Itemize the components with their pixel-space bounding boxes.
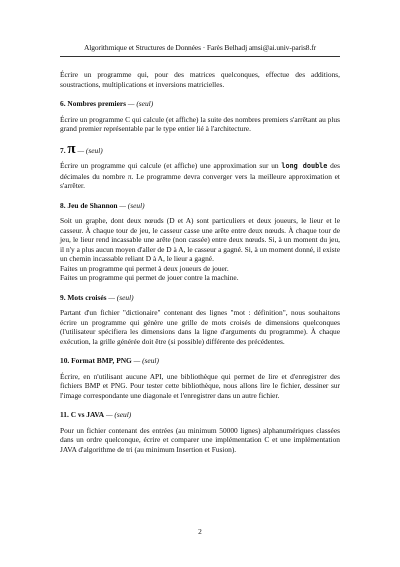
- section-note: — (seul): [119, 200, 145, 210]
- section-number: 7.: [60, 145, 66, 155]
- section-body: [60, 161, 340, 191]
- header-rule: [60, 56, 340, 57]
- body-text: des décimales du nombre π. Le programme devra converger vers la meilleure approximation et s'arrêter.: [60, 161, 341, 190]
- section-body-line: Faites un programme qui permet à deux joueurs de jouer.: [60, 263, 229, 273]
- section-note: — (seul): [133, 356, 159, 365]
- intro-paragraph: Écrire un programme qui, pour des matrices quelconques, effectue des additions, soustractions, multiplications et inversions matricielles.: [60, 70, 340, 89]
- section-body: Soit un graphe, dont deux nœuds (D et A) sont particuliers et deux joueurs, le lieur et le casseur. À chaque tour de jeu, le casseur casse une arête entre deux nœuds. À chaque tour de jeu, le lieur rend incassable une arête (non cassée) entre deux nœuds. Si, à un moment du jeu, il n'y a plus aucun moyen d'aller de D à A, le casseur a gagné. Si, à un moment donné, il existe un chemin incassable reliant D à A, le lieur a gagné.: [60, 216, 340, 263]
- section-body: Écrire, en n'utilisant aucune API, une bibliothèque qui permet de lire et d'enregistrer des fichiers BMP et PNG. Pour tester cette bibliothèque, nous allons lire le fichier, dessiner sur l'image correspondante une diagonale et l'enregistrer dans un autre fichier.: [60, 371, 340, 400]
- body-text: Écrire un programme qui calcule (et affiche) une approximation sur un: [60, 161, 282, 170]
- section-body: Partant d'un fichier "dictionaire" contenant des lignes "mot : définition", nous souhaitons écrire un programme qui génère une grille de mots croisés de dimensions quelconques (l'utilisateur spécifiera les dimensions dans la ligne d'arguments du programme). À chaque exécution, la grille générée doit être (si possible) différente des précédentes.: [60, 308, 340, 346]
- section-heading-6: [60, 99, 340, 109]
- section-title: Format BMP, PNG: [71, 356, 132, 365]
- running-header: Algorithmique et Structures de Données · Farès Belhadj amsi@ai.univ-paris8.fr: [83, 43, 317, 52]
- section-note: — (seul): [127, 99, 154, 108]
- section-note: — (seul): [105, 410, 132, 419]
- section-title: π: [67, 140, 76, 157]
- section-number: 9.: [60, 292, 66, 302]
- section-body: Écrire un programme C qui calcule (et affiche) la suite des nombres premiers s'arrêtant au plus grand premier représentable par le type entier lié à l'architecture.: [60, 114, 340, 133]
- page-content: [60, 70, 340, 454]
- section-heading-9: [60, 293, 340, 303]
- section-number: 8.: [60, 200, 66, 210]
- code-type: long double: [281, 162, 328, 170]
- section-title: Nombres premiers: [67, 99, 127, 108]
- section-number: 6.: [60, 99, 66, 108]
- section-title: Jeu de Shannon: [67, 200, 118, 210]
- section-body: Pour un fichier contenant des entrées (au minimum 50000 lignes) alphanumériques classées dans un ordre quelconque, écrire et comparer une implémentation C et une implémentation JAVA d'algorithme de tri (au minimum Insertion et Fusion).: [60, 425, 340, 454]
- section-number: 10.: [60, 356, 70, 365]
- page-number: 2: [198, 527, 202, 536]
- section-title: C vs JAVA: [70, 410, 105, 419]
- section-note: — (seul): [77, 145, 103, 155]
- section-heading-10: [60, 356, 340, 366]
- section-title: Mots croisés: [67, 292, 107, 302]
- section-heading-7: [60, 140, 340, 157]
- section-body-line: Faites un programme qui permet de jouer contre la machine.: [60, 273, 239, 282]
- section-heading-11: [60, 410, 340, 420]
- section-heading-8: [60, 201, 340, 211]
- section-note: — (seul): [108, 292, 134, 302]
- section-number: 11.: [60, 410, 69, 419]
